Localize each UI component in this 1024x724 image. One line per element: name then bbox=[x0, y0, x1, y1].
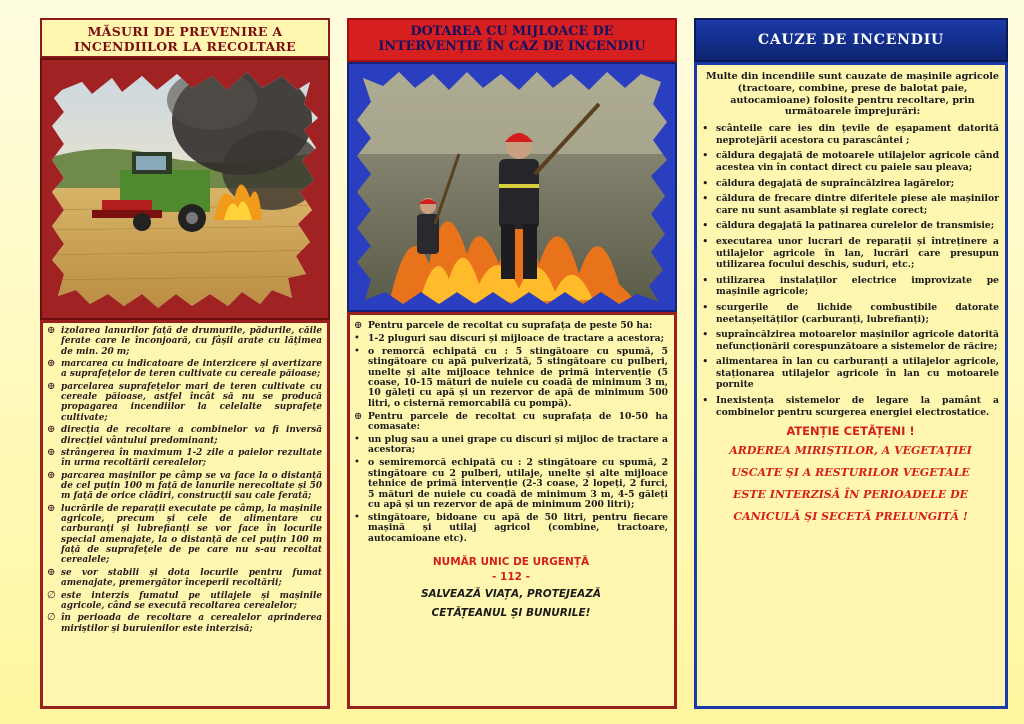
empty-set-marker-icon: ∅ bbox=[47, 589, 56, 601]
equipment-list bbox=[354, 321, 668, 544]
list-item: ⊕ strângerea în maximum 1-2 zile a paielor rezultate în urma recoltării cerealelor; bbox=[47, 447, 322, 469]
panel-equipment-title-line2: INTERVENȚIE ÎN CAZ DE INCENDIU bbox=[378, 39, 646, 54]
emergency-number-block bbox=[354, 554, 668, 623]
panel-equipment-title-line1: DOTAREA CU MIJLOACE DE bbox=[410, 24, 614, 39]
circle-plus-marker-icon: ⊕ bbox=[47, 358, 56, 370]
circle-plus-marker-icon: ⊕ bbox=[47, 325, 56, 336]
list-item: • executarea unor lucrari de reparații și întreținere a utilajelor agricole în lan, lucrări care presupun utilizarea focului deschis, suduri, etc.; bbox=[702, 234, 999, 271]
attention-heading: ATENȚIE CETĂȚENI ! bbox=[786, 424, 915, 439]
emergency-number: - 112 - bbox=[492, 571, 530, 584]
bullet-marker-icon: • bbox=[702, 149, 709, 163]
list-item: ⊕ Pentru parcele de recoltat cu suprafața de peste 50 ha: bbox=[354, 320, 653, 331]
bullet-marker-icon: • bbox=[702, 300, 709, 314]
panel-equipment-list-box bbox=[347, 312, 677, 709]
list-item: • scânteile care ies din țevile de eșapament datorită neprotejării acestora cu parascântei ; bbox=[702, 122, 999, 146]
circle-plus-marker-icon: ⊕ bbox=[47, 566, 56, 578]
bullet-marker-icon: • bbox=[702, 394, 709, 408]
circle-plus-marker-icon: ⊕ bbox=[47, 380, 56, 392]
emergency-number-title: NUMĂR UNIC DE URGENȚĂ bbox=[432, 556, 590, 569]
slogan-line2: CETĂȚEANUL ȘI BUNURILE! bbox=[431, 607, 591, 620]
list-item: ∅ este interzis fumatul pe utilajele și mașinile agricole, când se execută recoltarea cerealelor; bbox=[47, 589, 322, 611]
bullet-marker-icon: • bbox=[354, 332, 360, 344]
list-item: • stingătoare, bidoane cu apă de 50 litri, pentru fiecare mașină și utilaj agricol (combine, tractoare, autocamioane etc). bbox=[354, 511, 668, 544]
firefighter-photo-frame bbox=[347, 62, 677, 312]
bullet-marker-icon: • bbox=[702, 273, 709, 287]
list-item: ⊕ izolarea lanurilor față de drumurile, pădurile, căile ferate care le înconjoară, cu fâșii arate cu lățimea de min. 20 m; bbox=[47, 325, 322, 357]
bullet-marker-icon: • bbox=[354, 511, 360, 523]
bullet-marker-icon: • bbox=[702, 176, 709, 190]
list-item: ∅ în perioada de recoltare a cerealelor aprinderea miriștilor și buruienilor este interzisă; bbox=[47, 612, 322, 634]
slogan-line1: SALVEAZĂ VIAȚA, PROTEJEAZĂ bbox=[420, 588, 602, 601]
panel-causes-list-box bbox=[694, 62, 1008, 709]
combine-fire-photo bbox=[42, 60, 328, 318]
list-item: ⊕ direcția de recoltare a combinelor va fi inversă direcției vântului predominant; bbox=[47, 424, 322, 446]
panel-equipment bbox=[347, 18, 677, 709]
panel-equipment-title bbox=[347, 18, 677, 62]
list-item: • o remorcă echipată cu : 5 stingătoare cu spumă, 5 stingătoare cu apă pulverizată, 5 stingătoare cu pulberi, unelte și alte mijloace tehnice de primă intervenție (5 coase, 10-15 mături de nuiele cu coadă de minimum 3 m, 10 găleți cu apă și un rezervor de apă de minimum 500 litri, o cisternă remorcabilă cu pompă). bbox=[354, 345, 668, 409]
bullet-marker-icon: • bbox=[702, 328, 709, 342]
list-item: • supraîncălzirea motoarelor mașinilor agricole datorită nefuncționării corespunzătoare a sistemelor de răcire; bbox=[702, 328, 999, 352]
bullet-marker-icon: • bbox=[702, 192, 709, 206]
list-item: • o semiremorcă echipată cu : 2 stingătoare cu spumă, 2 stingătoare cu 2 pulberi, utilaje, unelte și alte mijloace tehnice de primă intervenție (2-3 coase, 2 lopeți, 2 furci, 5 mături de nuiele cu coadă de minimum 3 m, 4-5 găleți cu apă și un rezervor de apă de minimum 200 litri); bbox=[354, 457, 668, 510]
list-item: ⊕ marcarea cu indicatoare de interzicere și avertizare a suprafețelor de teren cultivate cu cereale păioase; bbox=[47, 358, 322, 380]
panel-causes bbox=[694, 18, 1008, 709]
list-item: • Inexistența sistemelor de legare la pamânt a combinelor pentru scurgerea energiei electrostatice. bbox=[702, 394, 999, 418]
list-item: • un plug sau a unei grape cu discuri și mijloc de tractare a acestora; bbox=[354, 434, 668, 456]
firefighter-photo bbox=[349, 64, 675, 310]
circle-plus-marker-icon: ⊕ bbox=[47, 502, 56, 514]
list-item: • căldura de frecare dintre diferitele piese ale mașinilor care nu sunt asamblate și reglate corect; bbox=[702, 192, 999, 216]
circle-plus-marker-icon: ⊕ bbox=[47, 469, 56, 481]
bullet-marker-icon: • bbox=[354, 457, 360, 469]
bullet-marker-icon: • bbox=[354, 345, 360, 357]
panel-prevention-list-box bbox=[40, 320, 330, 709]
causes-intro: Multe din incendiile sunt cauzate de mașinile agricole (tractoare, combine, prese de balotat paie, autocamioane) folosite pentru recoltare, prin următoarele împrejurări: bbox=[706, 71, 999, 118]
list-item: • căldura degajată de motoarele utilajelor agricole când acestea vin în contact direct cu paiele sau pleava; bbox=[702, 149, 999, 173]
list-item: • căldura degajată la patinarea curelelor de transmisie; bbox=[702, 219, 995, 233]
combine-fire-photo-frame bbox=[40, 58, 330, 320]
prevention-list bbox=[47, 326, 322, 634]
circle-plus-marker-icon: ⊕ bbox=[354, 410, 363, 422]
causes-list bbox=[702, 123, 999, 418]
bullet-marker-icon: • bbox=[702, 234, 709, 248]
panel-prevention-title bbox=[40, 18, 330, 58]
list-item: • scurgerile de lichide combustibile datorate neetanșeităților (carburanți, lubrefianți); bbox=[702, 300, 999, 325]
list-item: • alimentarea în lan cu carburanți a utilajelor agricole, staționarea utilajelor agricole în lan cu motoarele pornite bbox=[702, 355, 999, 391]
burning-warning bbox=[702, 440, 999, 528]
panel-causes-title bbox=[694, 18, 1008, 62]
bullet-marker-icon: • bbox=[702, 122, 709, 136]
list-item: • 1-2 pluguri sau discuri și mijloace de tractare a acestora; bbox=[354, 332, 664, 344]
circle-plus-marker-icon: ⊕ bbox=[47, 424, 56, 436]
list-item: ⊕ parcarea mașinilor pe câmp se va face la o distanță de cel puțin 100 m față de lanurile nerecoltate și 50 m față de orice clădiri, construcții sau cale ferată; bbox=[47, 469, 322, 502]
warning-line4: CANICULĂ ȘI SECETĂ PRELUNGITĂ ! bbox=[733, 510, 968, 524]
list-item: ⊕ se vor stabili și dota locurile pentru fumat amenajate, premergător începerii recoltării; bbox=[47, 566, 322, 589]
warning-line1: ARDEREA MIRIȘTILOR, A VEGETAȚIEI bbox=[729, 444, 972, 458]
circle-plus-marker-icon: ⊕ bbox=[354, 320, 363, 331]
list-item: • utilizarea instalaților electrice improvizate pe mașinile agricole; bbox=[702, 273, 999, 298]
list-item: ⊕ Pentru parcele de recoltat cu suprafața de 10-50 ha comasate: bbox=[354, 410, 668, 433]
circle-plus-marker-icon: ⊕ bbox=[47, 447, 56, 459]
warning-line3: ESTE INTERZISĂ ÎN PERIOADELE DE bbox=[732, 488, 968, 502]
list-item: ⊕ lucrările de reparații executate pe câmp, la mașinile agricole, precum și cele de alimentare cu carburanți și lubrefianți se vor face în locurile special amenajate, la o distanță de cel puțin 100 m față de suprafețele de pe care nu s-au recoltat cerealele; bbox=[47, 502, 322, 566]
panel-prevention-title-text: MĂSURI DE PREVENIRE A INCENDIILOR LA RECOLTARE bbox=[74, 24, 296, 54]
panel-prevention bbox=[40, 18, 330, 709]
empty-set-marker-icon: ∅ bbox=[47, 612, 56, 624]
bullet-marker-icon: • bbox=[702, 219, 709, 233]
warning-line2: USCATE ȘI A RESTURILOR VEGETALE bbox=[731, 466, 970, 480]
bullet-marker-icon: • bbox=[702, 355, 709, 369]
list-item: ⊕ parcelarea suprafețelor mari de teren cultivate cu cereale păioase, astfel încât să nu se producă propagarea incendiilor la celelalte suprafețe cultivate; bbox=[47, 380, 322, 423]
list-item: • căldura degajată de supraîncălzirea lagărelor; bbox=[702, 176, 955, 190]
panel-causes-title-text: CAUZE DE INCENDIU bbox=[757, 32, 945, 48]
bullet-marker-icon: • bbox=[354, 434, 360, 446]
